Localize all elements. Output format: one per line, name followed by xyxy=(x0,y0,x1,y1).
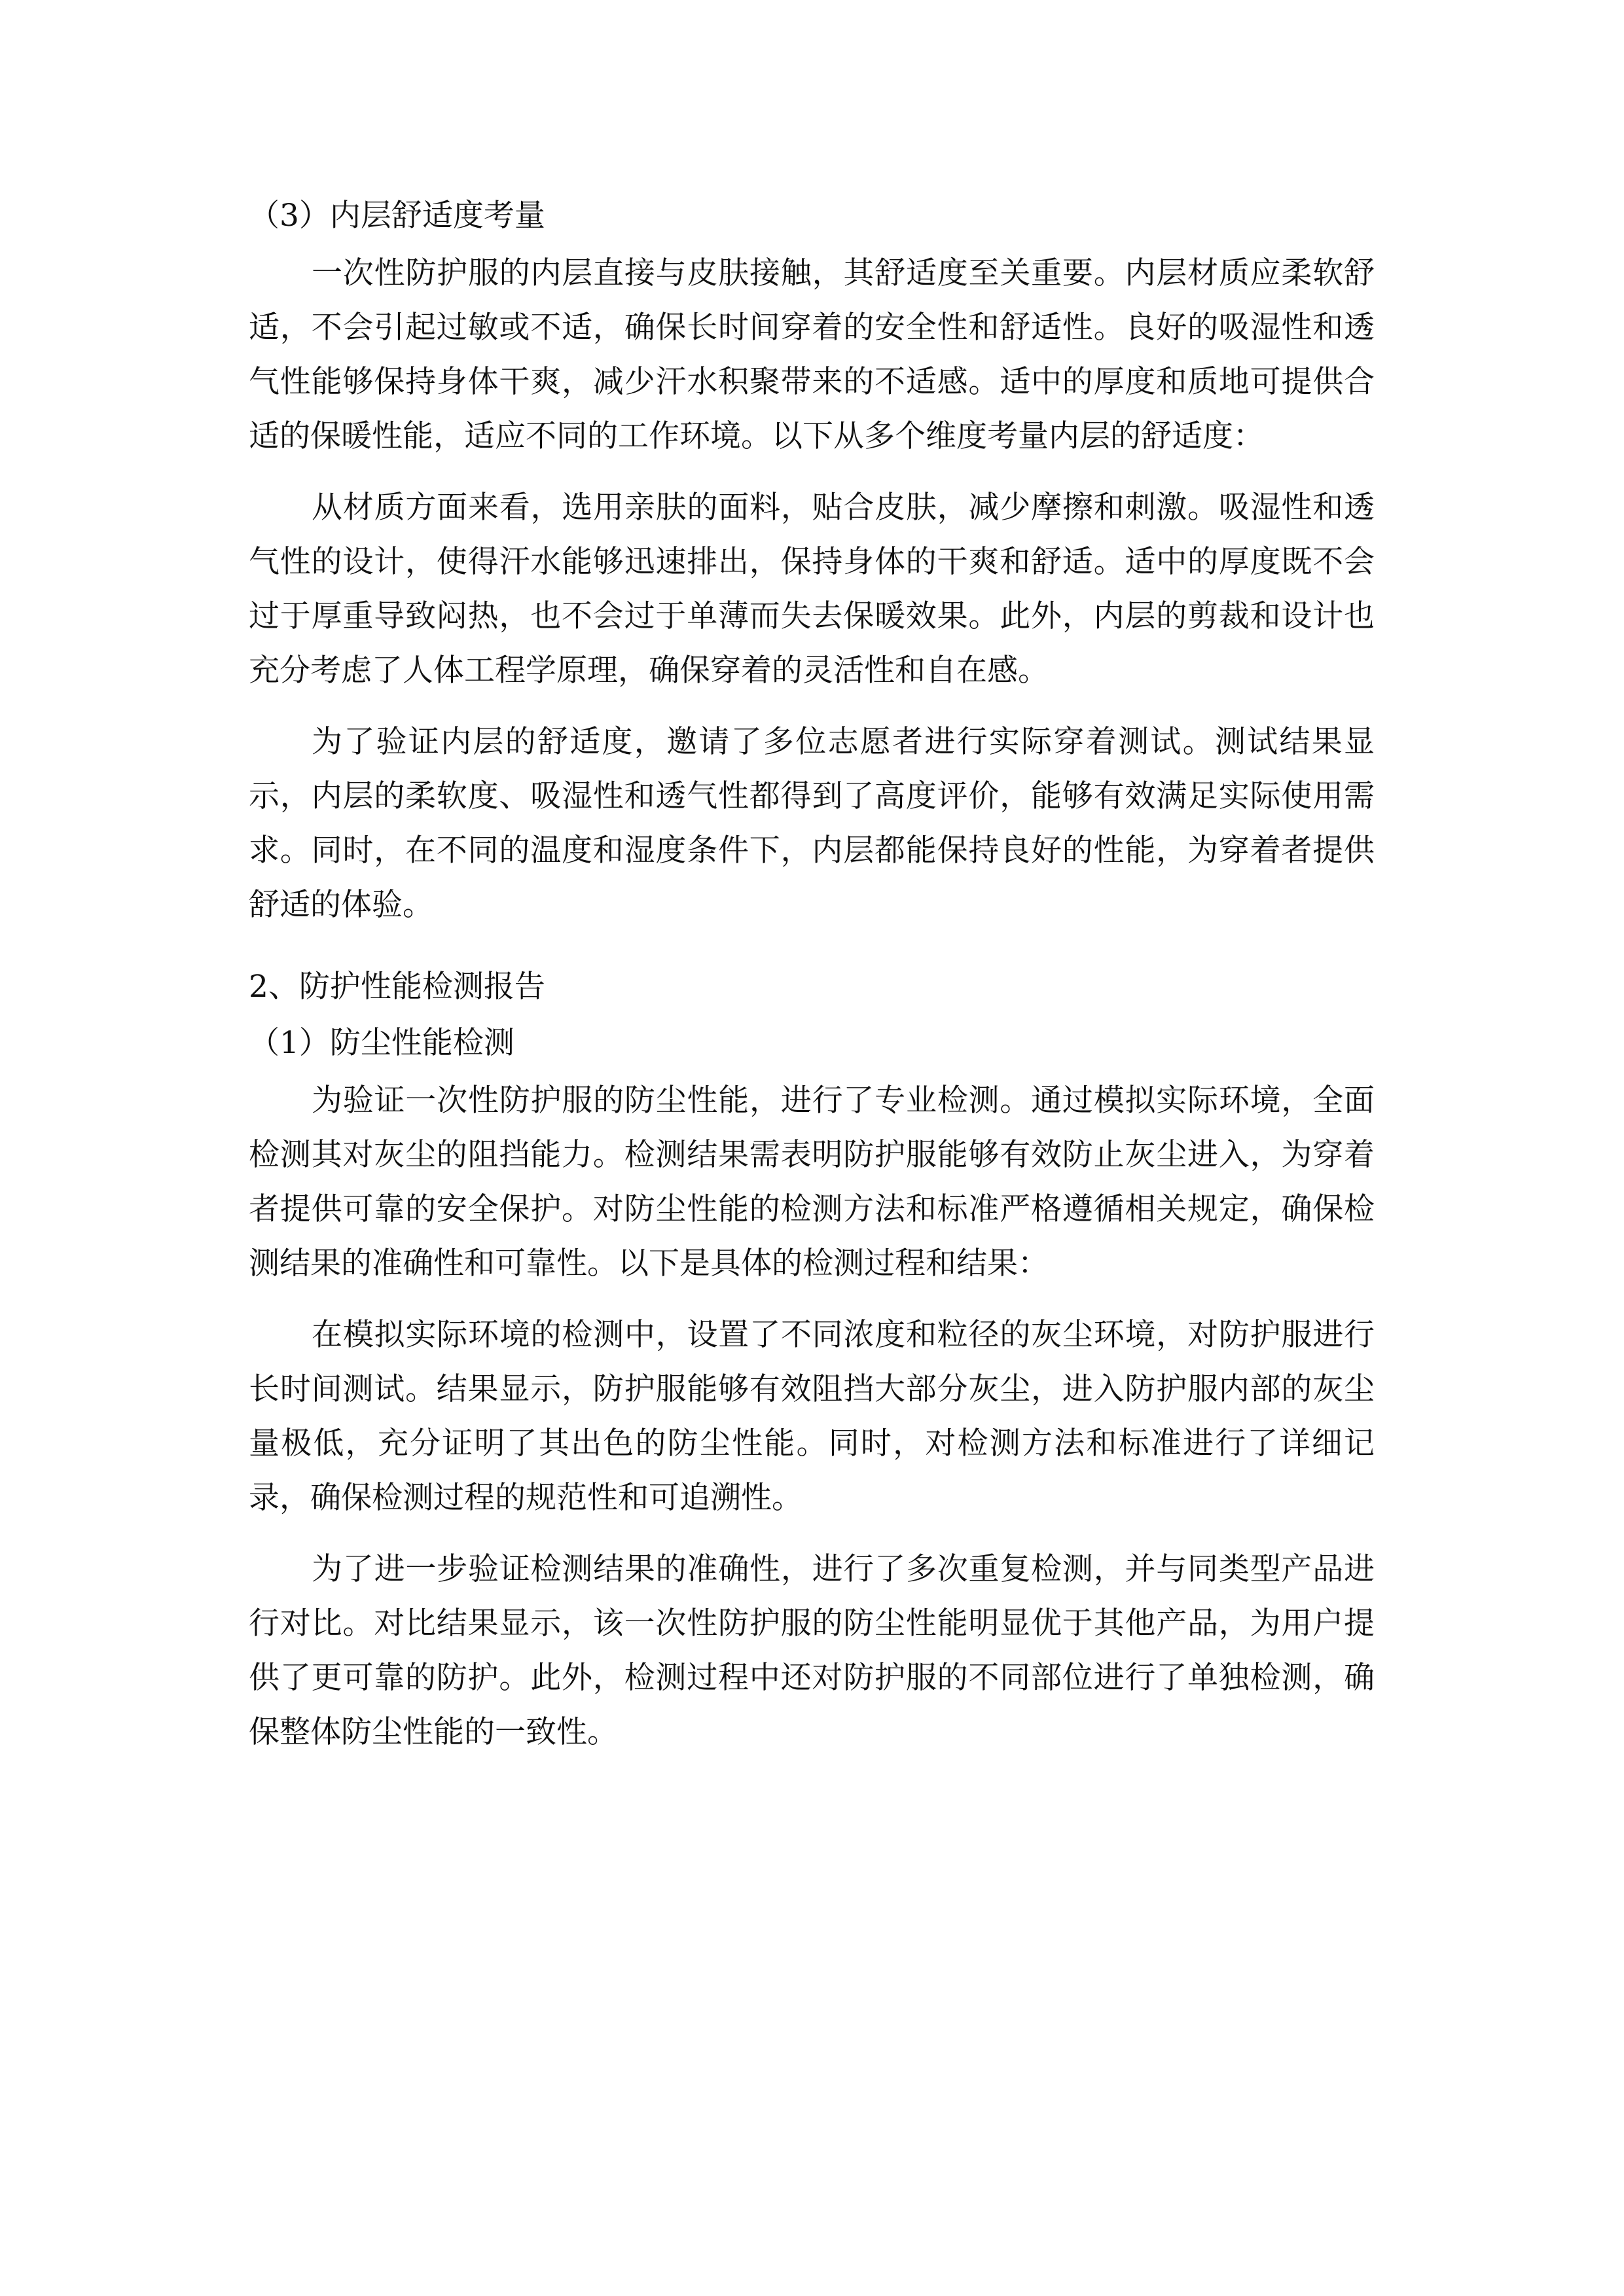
paragraph: 从材质方面来看，选用亲肤的面料，贴合皮肤，减少摩擦和刺激。吸湿性和透气性的设计，使得汗水能够迅速排出，保持身体的干爽和舒适。适中的厚度既不会过于厚重导致闷热，也不会过于单薄而失去保暖效果。此外，内层的剪裁和设计也充分考虑了人体工程学原理，确保穿着的灵活性和自在感。 xyxy=(249,490,1375,689)
paragraph: 一次性防护服的内层直接与皮肤接触，其舒适度至关重要。内层材质应柔软舒适，不会引起过敏或不适，确保长时间穿着的安全性和舒适性。良好的吸湿性和透气性能够保持身体干爽，减少汗水积聚带来的不适感。适中的厚度和质地可提供合适的保暖性能，适应不同的工作环境。以下从多个维度考量内层的舒适度： xyxy=(249,255,1375,454)
paragraph: 在模拟实际环境的检测中，设置了不同浓度和粒径的灰尘环境，对防护服进行长时间测试。结果显示，防护服能够有效阻挡大部分灰尘，进入防护服内部的灰尘量极低，充分证明了其出色的防尘性能。同时，对检测方法和标准进行了详细记录，确保检测过程的规范性和可追溯性。 xyxy=(249,1317,1375,1516)
paragraph: 为了验证内层的舒适度，邀请了多位志愿者进行实际穿着测试。测试结果显示，内层的柔软度、吸湿性和透气性都得到了高度评价，能够有效满足实际使用需求。同时，在不同的温度和湿度条件下，内层都能保持良好的性能，为穿着者提供舒适的体验。 xyxy=(249,724,1375,923)
section-heading-protection-report: 2、防护性能检测报告 xyxy=(249,969,545,1005)
document-page xyxy=(249,190,1375,1759)
section-heading-inner-comfort: （3）内层舒适度考量 xyxy=(249,198,545,234)
paragraph: 为了进一步验证检测结果的准确性，进行了多次重复检测，并与同类型产品进行对比。对比结果显示，该一次性防护服的防尘性能明显优于其他产品，为用户提供了更可靠的防护。此外，检测过程中还对防护服的不同部位进行了单独检测，确保整体防尘性能的一致性。 xyxy=(249,1551,1375,1750)
section-heading-dust-test: （1）防尘性能检测 xyxy=(249,1025,514,1061)
paragraph: 为验证一次性防护服的防尘性能，进行了专业检测。通过模拟实际环境，全面检测其对灰尘的阻挡能力。检测结果需表明防护服能够有效防止灰尘进入，为穿着者提供可靠的安全保护。对防尘性能的检测方法和标准严格遵循相关规定，确保检测结果的准确性和可靠性。以下是具体的检测过程和结果： xyxy=(249,1083,1375,1282)
